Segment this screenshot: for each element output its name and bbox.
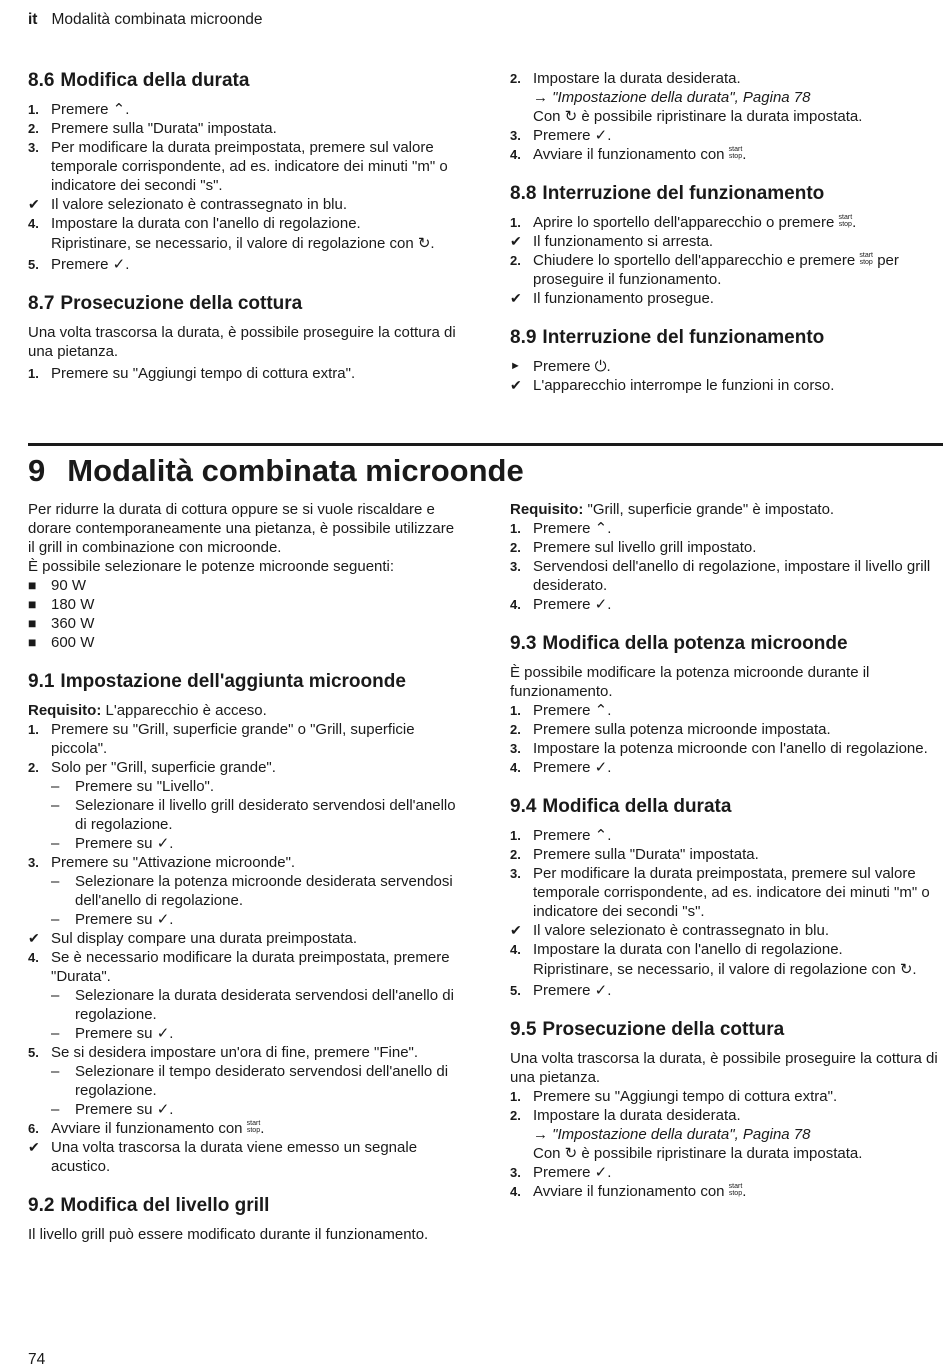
start-stop-icon: start stop	[728, 146, 743, 160]
section-intro: Il livello grill può essere modificato durante il funzionamento.	[28, 1226, 429, 1243]
step: 2. Premere sulla "Durata" impostata.	[28, 120, 277, 137]
column-right-bottom	[510, 500, 942, 1201]
step: 1. Premere ⌃.	[510, 827, 612, 844]
step: 4. Premere ✓.	[510, 759, 612, 776]
cross-reference: → "Impostazione della durata", Pagina 78	[533, 1126, 811, 1143]
result: ✔ Il funzionamento si arresta.	[510, 233, 714, 250]
section-9-5-heading: 9.5 Prosecuzione della cottura	[510, 1019, 785, 1040]
section-8-8-heading: 8.8 Interruzione del funzionamento	[510, 183, 825, 204]
section-9-3-heading: 9.3 Modifica della potenza microonde	[510, 633, 848, 654]
step: 1. Premere ⌃.	[28, 101, 130, 118]
step-note: Con ↻ è possibile ripristinare la durata impostata.	[533, 1145, 863, 1162]
step: 5. Se si desidera impostare un'ora di fine, premere "Fine".	[28, 1044, 419, 1061]
step: 4. Premere ✓.	[510, 596, 612, 613]
column-right-top	[510, 69, 942, 395]
power-item: ■ 90 W	[28, 577, 87, 594]
substep: – Premere su ✓.	[51, 835, 174, 852]
step: 3. Premere ✓.	[510, 1164, 612, 1181]
step: 4. Impostare la durata con l'anello di regolazione.	[28, 215, 361, 232]
substep: – Selezionare la durata desiderata servendosi dell'anello di regolazione.	[51, 987, 454, 1023]
step: 4. Se è necessario modificare la durata preimpostata, premere "Durata".	[28, 949, 450, 985]
step-note: Con ↻ è possibile ripristinare la durata impostata.	[533, 108, 863, 125]
result: ✔ Il valore selezionato è contrassegnato in blu.	[28, 196, 348, 213]
page-header	[28, 10, 263, 29]
section-8-7-heading: 8.7 Prosecuzione della cottura	[28, 293, 303, 314]
chapter-intro: Per ridurre la durata di cottura oppure se si vuole riscaldare e dorare contemporaneamente una pietanza, è possibile utilizzare il grill in combinazione con microonde.	[28, 501, 455, 556]
step: 5. Premere ✓.	[510, 982, 612, 999]
step: 1. Aprire lo sportello dell'apparecchio o premere start stop.	[510, 214, 857, 231]
header-title: Modalità combinata microonde	[51, 11, 263, 28]
step: 1. Premere ⌃.	[510, 520, 612, 537]
step: 1. Premere su "Aggiungi tempo di cottura extra".	[510, 1088, 838, 1105]
substep: – Selezionare il tempo desiderato servendosi dell'anello di regolazione.	[51, 1063, 449, 1099]
result: ✔ Il funzionamento prosegue.	[510, 290, 714, 307]
section-9-4-heading: 9.4 Modifica della durata	[510, 796, 732, 817]
step: 2. Premere sul livello grill impostato.	[510, 539, 757, 556]
step: 2. Premere sulla potenza microonde impostata.	[510, 721, 831, 738]
step: 4. Avviare il funzionamento con start stop.	[510, 146, 747, 163]
step: 2. Solo per "Grill, superficie grande".	[28, 759, 276, 776]
power-item: ■ 360 W	[28, 615, 95, 632]
action: ► Premere ⏻.	[510, 358, 611, 375]
column-left-top	[28, 69, 460, 383]
section-intro: Una volta trascorsa la durata, è possibile proseguire la cottura di una pietanza.	[28, 324, 456, 360]
section-9-2-heading: 9.2 Modifica del livello grill	[28, 1195, 270, 1216]
cross-reference: → "Impostazione della durata", Pagina 78	[533, 89, 811, 106]
step: 2. Impostare la durata desiderata.	[510, 70, 741, 87]
step: 1. Premere su "Grill, superficie grande" o "Grill, superficie piccola".	[28, 721, 415, 757]
start-stop-icon: start stop	[246, 1120, 261, 1134]
result: ✔ Sul display compare una durata preimpostata.	[28, 930, 358, 947]
step: 1. Premere su "Aggiungi tempo di cottura extra".	[28, 365, 356, 382]
substep: – Premere su "Livello".	[51, 778, 215, 795]
step-note: Ripristinare, se necessario, il valore di regolazione con ↻.	[51, 235, 435, 252]
section-8-9-heading: 8.9 Interruzione del funzionamento	[510, 327, 825, 348]
substep: – Premere su ✓.	[51, 1101, 174, 1118]
result: ✔ Il valore selezionato è contrassegnato in blu.	[510, 922, 830, 939]
requirement: Requisito: L'apparecchio è acceso.	[28, 702, 267, 719]
chapter-rule	[28, 443, 943, 446]
language-code: it	[28, 11, 38, 28]
step: 3. Premere ✓.	[510, 127, 612, 144]
step-note: Ripristinare, se necessario, il valore di regolazione con ↻.	[533, 961, 917, 978]
step: 6. Avviare il funzionamento con start stop.	[28, 1120, 265, 1137]
step: 2. Chiudere lo sportello dell'apparecchio e premere start stop per proseguire il funzionamento.	[510, 252, 899, 288]
section-9-1-heading: 9.1 Impostazione dell'aggiunta microonde	[28, 671, 406, 692]
substep: – Premere su ✓.	[51, 1025, 174, 1042]
step: 3. Per modificare la durata preimpostata, premere sul valore temporale corrispondente, ad es. indicatore dei minuti "m" o indicatore dei secondi "s".	[510, 865, 930, 920]
page-number: 74	[28, 1351, 46, 1368]
start-stop-icon: start stop	[859, 252, 874, 266]
result: ✔ Una volta trascorsa la durata viene emesso un segnale acustico.	[28, 1139, 418, 1175]
step: 2. Premere sulla "Durata" impostata.	[510, 846, 759, 863]
section-intro: È possibile modificare la potenza microonde durante il funzionamento.	[510, 664, 870, 700]
step: 3. Servendosi dell'anello di regolazione, impostare il livello grill desiderato.	[510, 558, 931, 594]
step: 3. Per modificare la durata preimpostata, premere sul valore temporale corrispondente, ad es. indicatore dei minuti "m" o indicatore dei secondi "s".	[28, 139, 448, 194]
step: 5. Premere ✓.	[28, 256, 130, 273]
step: 3. Premere su "Attivazione microonde".	[28, 854, 296, 871]
power-item: ■ 600 W	[28, 634, 95, 651]
chapter-9-heading: 9 Modalità combinata microonde	[28, 453, 524, 488]
step: 1. Premere ⌃.	[510, 702, 612, 719]
section-intro: Una volta trascorsa la durata, è possibile proseguire la cottura di una pietanza.	[510, 1050, 938, 1086]
requirement: Requisito: "Grill, superficie grande" è impostato.	[510, 501, 835, 518]
step: 4. Avviare il funzionamento con start stop.	[510, 1183, 747, 1200]
step: 2. Impostare la durata desiderata.	[510, 1107, 741, 1124]
chapter-intro: È possibile selezionare le potenze microonde seguenti:	[28, 558, 395, 575]
start-stop-icon: start stop	[728, 1183, 743, 1197]
power-item: ■ 180 W	[28, 596, 95, 613]
column-left-bottom	[28, 500, 460, 1244]
step: 3. Impostare la potenza microonde con l'anello di regolazione.	[510, 740, 928, 757]
start-stop-icon: start stop	[838, 214, 853, 228]
step: 4. Impostare la durata con l'anello di regolazione.	[510, 941, 843, 958]
section-8-6-heading: 8.6 Modifica della durata	[28, 70, 250, 91]
substep: – Premere su ✓.	[51, 911, 174, 928]
result: ✔ L'apparecchio interrompe le funzioni in corso.	[510, 377, 835, 394]
substep: – Selezionare la potenza microonde desiderata servendosi dell'anello di regolazione.	[51, 873, 453, 909]
substep: – Selezionare il livello grill desiderato servendosi dell'anello di regolazione.	[51, 797, 456, 833]
